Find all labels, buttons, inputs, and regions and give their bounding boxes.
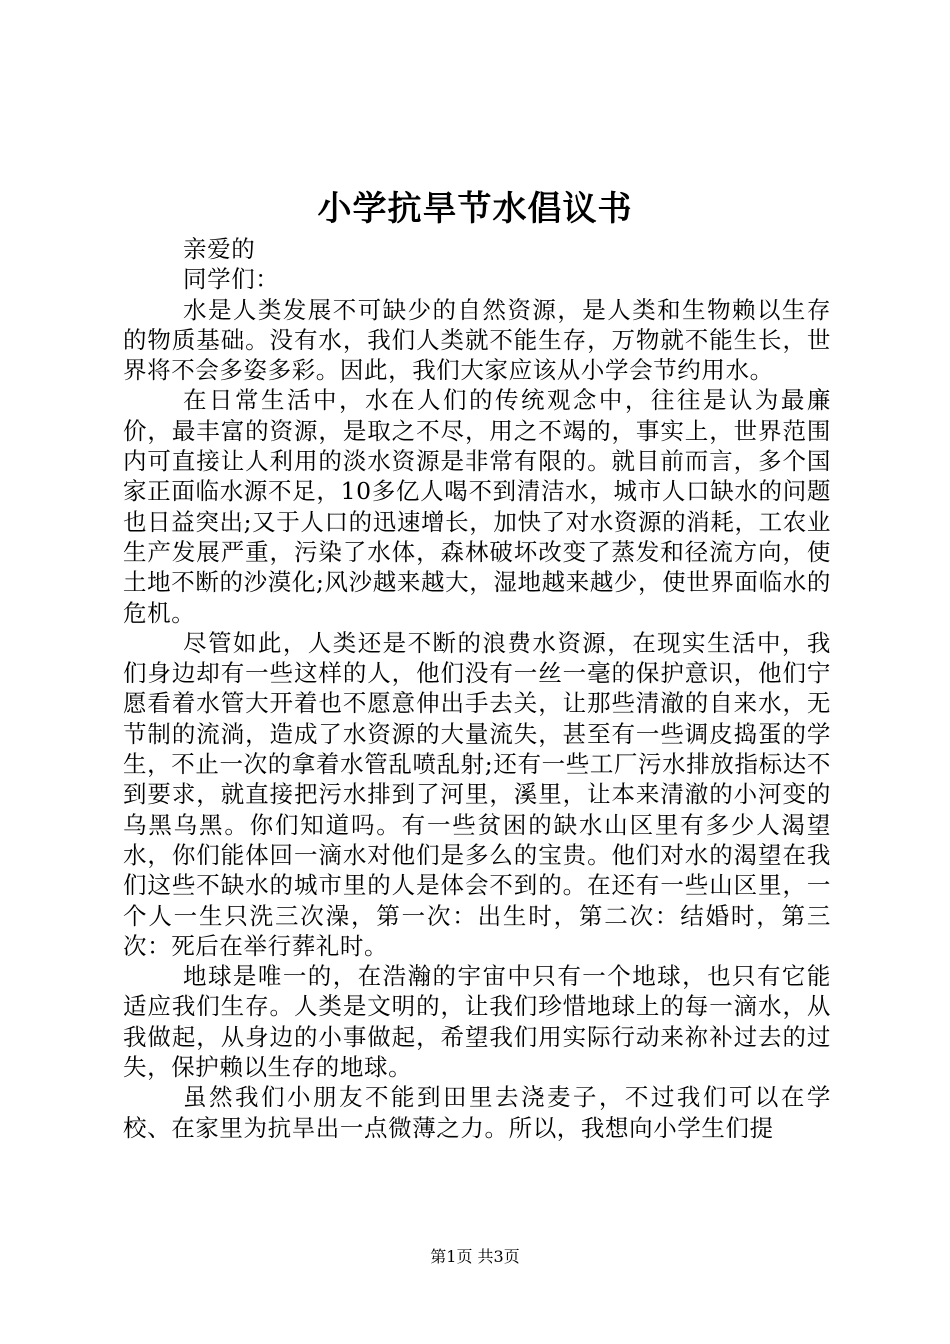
salutation-line-2: 同学们： (183, 265, 280, 294)
document-title: 小学抗旱节水倡议书 (317, 189, 633, 229)
paragraph-5: 虽然我们小朋友不能到田里去浇麦子，不过我们可以在学校、在家里为抗旱出一点微薄之力。所以，我想向小学生们提 (123, 1083, 831, 1142)
salutation-line-1: 亲爱的 (183, 235, 256, 263)
page-number-footer: 第1页 共3页 (430, 1247, 520, 1266)
paragraph-1: 水是人类发展不可缺少的自然资源，是人类和生物赖以生存的物质基础。没有水，我们人类就不能生存，万物就不能生长，世界将不会多姿多彩。因此，我们大家应该从小学会节约用水。 (123, 295, 831, 385)
paragraph-2: 在日常生活中，水在人们的传统观念中，往往是认为最廉价，最丰富的资源，是取之不尽，用之不竭的，事实上，世界范围内可直接让人利用的淡水资源是非常有限的。就目前而言，多个国家正面临水源不足，10多亿人喝不到清洁水，城市人口缺水的问题也日益突出;又于人口的迅速增长，加快了对水资源的消耗，工农业生产发展严重，污染了水体，森林破坏改变了蒸发和径流方向，使土地不断的沙漠化;风沙越来越大，湿地越来越少，使世界面临水的危机。 (123, 386, 831, 627)
paragraph-4: 地球是唯一的，在浩瀚的宇宙中只有一个地球，也只有它能适应我们生存。人类是文明的，让我们珍惜地球上的每一滴水，从我做起，从身边的小事做起，希望我们用实际行动来祢补过去的过失，保护赖以生存的地球。 (123, 962, 831, 1082)
document-body (123, 234, 831, 1143)
paragraph-3: 尽管如此，人类还是不断的浪费水资源，在现实生活中，我们身边却有一些这样的人，他们没有一丝一毫的保护意识，他们宁愿看着水管大开着也不愿意伸出手去关，让那些清澈的自来水，无节制的流淌，造成了水资源的大量流失，甚至有一些调皮捣蛋的学生，不止一次的拿着水管乱喷乱射;还有一些工厂污水排放指标达不到要求，就直接把污水排到了河里，溪里，让本来清澈的小河变的乌黑乌黑。你们知道吗。有一些贫困的缺水山区里有多少人渴望水，你们能体回一滴水对他们是多么的宝贵。他们对水的渴望在我们这些不缺水的城市里的人是体会不到的。在还有一些山区里，一个人一生只洗三次澡，第一次：出生时，第二次：结婚时，第三次：死后在举行葬礼时。 (123, 628, 831, 960)
